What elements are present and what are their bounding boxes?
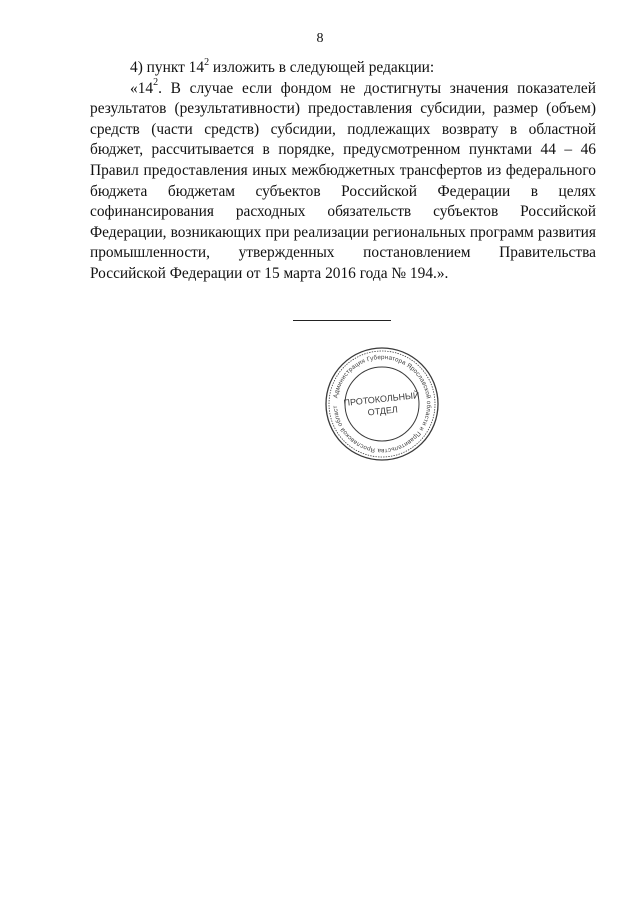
- stamp-ring-text: Администрация Губернатора Ярославской области и Правительства Ярославской област: [332, 353, 433, 455]
- item-superscript: 2: [204, 56, 210, 68]
- amendment-quote: [90, 79, 596, 285]
- item-suffix: изложить в следующей редакции:: [209, 59, 435, 76]
- quote-superscript: 2: [153, 77, 159, 89]
- quote-open: «14: [130, 79, 154, 97]
- document-body: [90, 58, 596, 285]
- page-number: 8: [316, 31, 324, 46]
- item-prefix: 4) пункт 14: [130, 59, 205, 76]
- official-stamp: [324, 346, 440, 462]
- stamp-center-line-1: ПРОТОКОЛЬНЫЙ: [343, 390, 420, 408]
- stamp-center-line-2: ОТДЕЛ: [367, 404, 399, 418]
- quote-text: . В случае если фондом не достигнуты значения показателей результатов (результативности) предоставления субсидии, размер (объем) средств (части средств) субсидии, подлежащих возврату в областной бюджет, рассчитывается в порядке, предусмотренном пунктами 44 – 46 Правил предоставления иных межбюджетных трансфертов из федерального бюджета бюджетам субъектов Российской Федерации в целях софинансирования расходных обязательств субъектов Российской Федерации, возникающих при реализации региональных программ развития промышленности, утвержденных постановлением Правительства Российской Федерации от 15 марта 2016 года № 194.».: [90, 79, 596, 282]
- separator-line: [293, 320, 391, 321]
- amendment-item: [90, 58, 596, 79]
